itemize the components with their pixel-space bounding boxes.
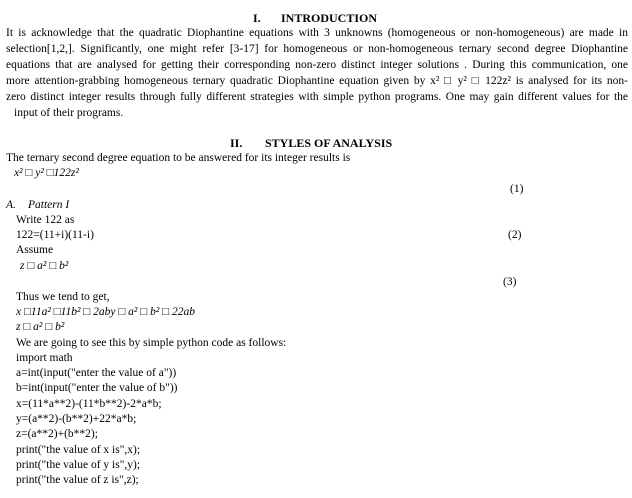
intro-line-2: selection[1,2,]. Significantly, one might refer [3-17] for homogeneous or non-homogeneous ternary second degree Diophantine xyxy=(6,43,628,55)
code-line-6: z=(a**2)+(b**2); xyxy=(16,428,98,440)
section1-number: I. xyxy=(253,11,261,25)
code-line-1: import math xyxy=(16,352,73,364)
section2-title: STYLES OF ANALYSIS xyxy=(265,136,393,150)
assume-line: Assume xyxy=(16,244,54,256)
section1-title: INTRODUCTION xyxy=(281,11,378,25)
equation-3-number: (3) xyxy=(503,276,517,288)
thus-line: Thus we tend to get, xyxy=(16,291,110,303)
code-line-9: print("the value of z is",z); xyxy=(16,474,139,486)
factor-line: 122=(11+i)(11-i) xyxy=(16,229,94,241)
equation-1-number: (1) xyxy=(510,183,524,195)
code-line-8: print("the value of y is",y); xyxy=(16,459,141,471)
intro-line-4: more attention-grabbing homogeneous ternary quadratic Diophantine equation given by x² □ y² □ 122z² is analysed for its non- xyxy=(6,75,628,87)
intro-line-1: It is acknowledge that the quadratic Diophantine equations with 3 unknowns (homogeneous or non-homogeneous) are made in xyxy=(6,27,628,39)
equation-1: x² □ y² □122z² xyxy=(14,167,79,179)
result-z-equation: z □ a² □ b² xyxy=(16,321,65,333)
intro-line-6: input of their programs. xyxy=(14,107,124,119)
intro-line-5: zero distinct integer results through fully different strategies with simple python programs. One may gain different values for the xyxy=(6,91,628,103)
equation-2-number: (2) xyxy=(508,229,522,241)
equation-3: z □ a² □ b² xyxy=(20,260,69,272)
code-line-5: y=(a**2)-(b**2)+22*a*b; xyxy=(16,413,137,425)
code-line-2: a=int(input("enter the value of a")) xyxy=(16,367,177,379)
result-x-equation: x □11a² □11b² □ 2aby □ a² □ b² □ 22ab xyxy=(16,306,195,318)
pattern-title: Pattern I xyxy=(28,199,70,211)
code-line-4: x=(11*a**2)-(11*b**2)-2*a*b; xyxy=(16,398,162,410)
code-line-7: print("the value of x is",x); xyxy=(16,444,141,456)
code-intro: We are going to see this by simple python code as follows: xyxy=(16,337,287,349)
write-line: Write 122 as xyxy=(16,214,75,226)
pattern-label: A. xyxy=(6,199,16,211)
code-line-3: b=int(input("enter the value of b")) xyxy=(16,382,178,394)
intro-line-3: equations that are analysed for getting their corresponding non-zero distinct integer solutions . During this communication, one xyxy=(6,59,628,71)
section2-number: II. xyxy=(230,136,243,150)
section2-intro: The ternary second degree equation to be answered for its integer results is xyxy=(6,152,351,164)
